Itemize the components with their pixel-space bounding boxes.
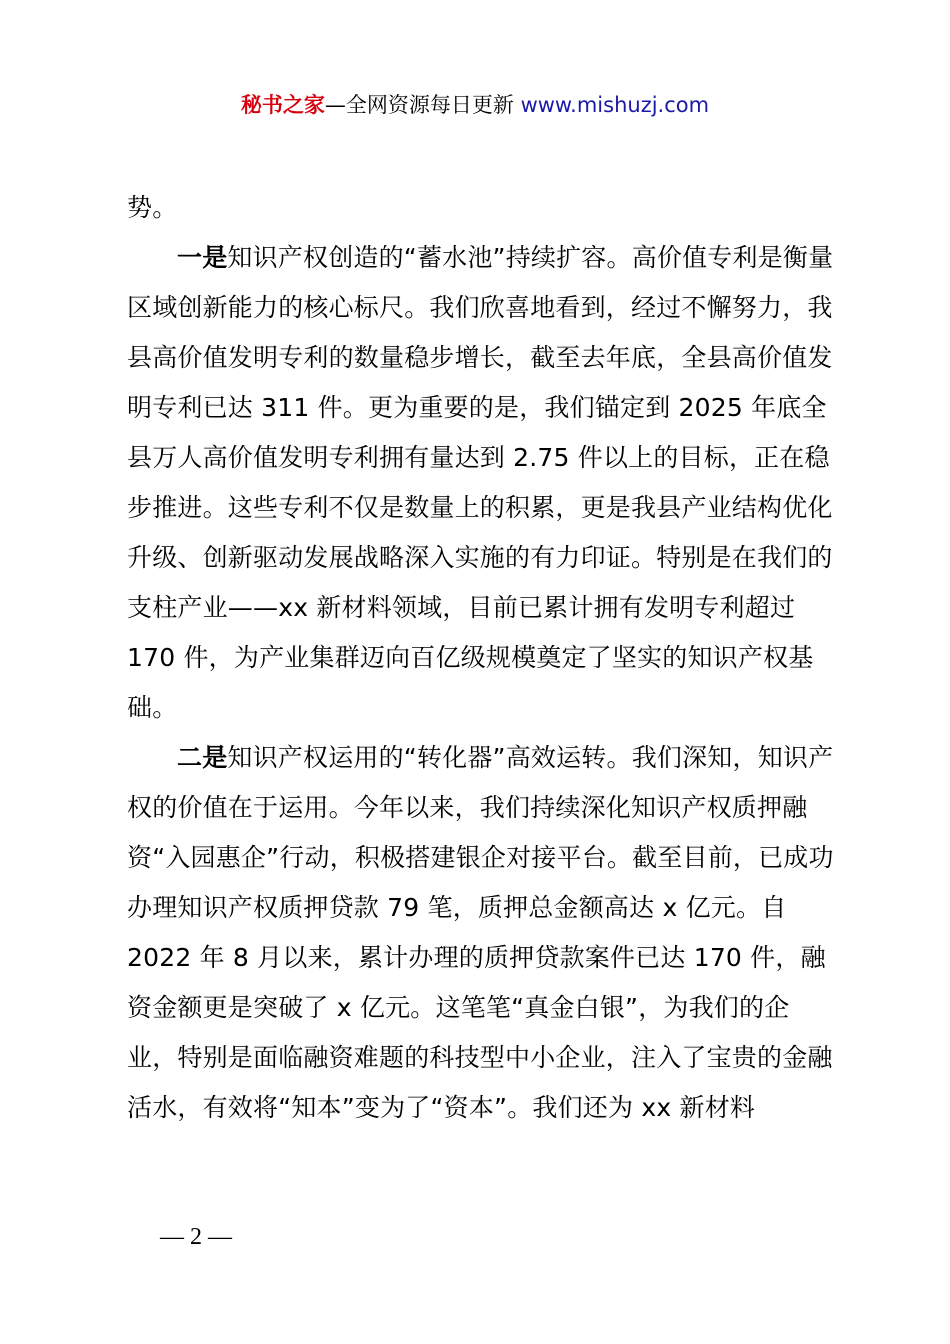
paragraph-1 bbox=[127, 233, 835, 733]
page-number: — 2 — bbox=[160, 1224, 232, 1250]
paragraph-2 bbox=[127, 733, 835, 1133]
paragraph-2-text: 知识产权运用的“转化器”高效运转。我们深知，知识产权的价值在于运用。今年以来，我们持续深化知识产权质押融资“入园惠企”行动，积极搭建银企对接平台。截至目前，已成功办理知识产权质押贷款 79 笔，质押总金额高达 x 亿元。自 2022 年 8 月以来，累计办理的质押贷款案件已达 170 件，融资金额更是突破了 x 亿元。这笔笔“真金白银”，为我们的企业，特别是面临融资难题的科技型中小企业，注入了宝贵的金融活水，有效将“知本”变为了“资本”。我们还为 xx 新材料 bbox=[127, 743, 834, 1122]
paragraph-1-lead: 一是 bbox=[177, 243, 228, 272]
continuation-text: 势。 bbox=[127, 193, 178, 222]
brand-name: 秘书之家 bbox=[240, 93, 325, 117]
document-body bbox=[127, 183, 835, 1133]
site-url[interactable]: www.mishuzj.com bbox=[520, 93, 710, 117]
site-header bbox=[0, 88, 950, 122]
paragraph-2-lead: 二是 bbox=[177, 743, 228, 772]
header-tagline: —全网资源每日更新 bbox=[324, 93, 521, 117]
paragraph-1-text: 知识产权创造的“蓄水池”持续扩容。高价值专利是衡量区域创新能力的核心标尺。我们欣喜地看到，经过不懈努力，我县高价值发明专利的数量稳步增长，截至去年底，全县高价值发明专利已达 311 件。更为重要的是，我们锚定到 2025 年底全县万人高价值发明专利拥有量达到 2.75 件以上的目标，正在稳步推进。这些专利不仅是数量上的积累，更是我县产业结构优化升级、创新驱动发展战略深入实施的有力印证。特别是在我们的支柱产业——xx 新材料领域，目前已累计拥有发明专利超过 170 件，为产业集群迈向百亿级规模奠定了坚实的知识产权基础。 bbox=[127, 243, 834, 722]
